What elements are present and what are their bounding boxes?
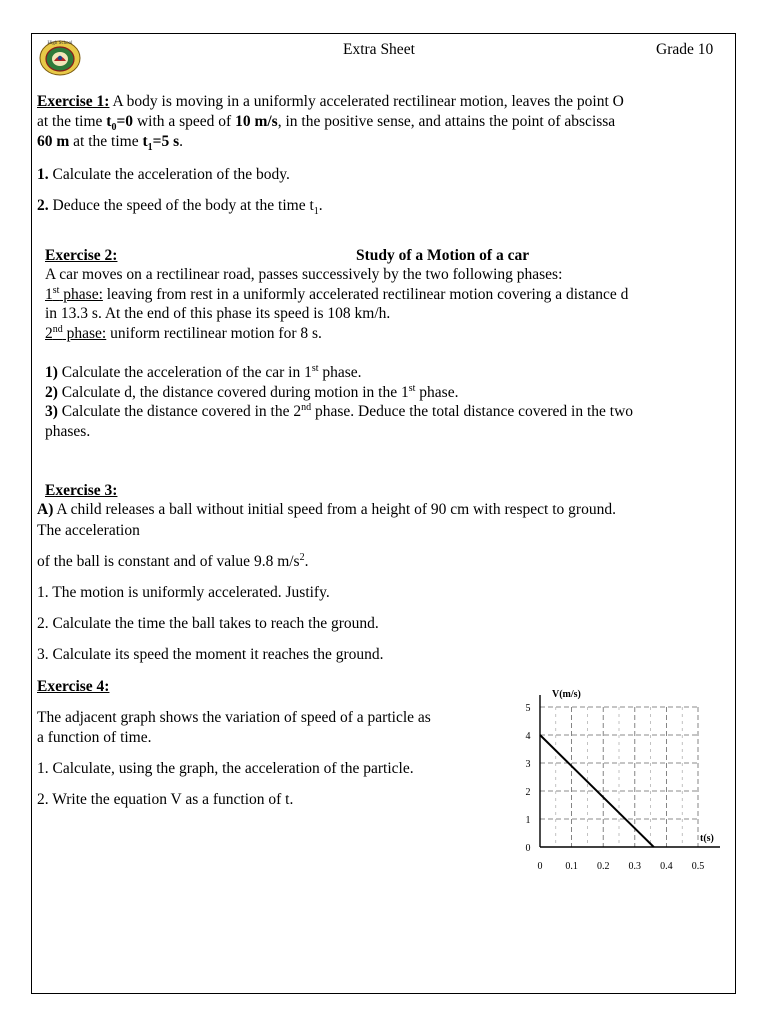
ex2-question-2: 2) Calculate d, the distance covered during motion in the 1st phase. (45, 382, 459, 401)
x-tick-label: 0.3 (628, 861, 642, 872)
header-title: Extra Sheet (343, 41, 415, 58)
ex1-question-1: 1. Calculate the acceleration of the body. (37, 166, 290, 183)
y-tick-label: 4 (525, 731, 531, 742)
y-axis-label: V(m/s) (552, 689, 581, 700)
ex4-title: Exercise 4: (37, 678, 110, 695)
ex4-line2: a function of time. (37, 729, 152, 746)
y-tick-label: 2 (525, 787, 531, 798)
y-tick-label: 3 (525, 759, 531, 770)
ex3-part-a-line3: of the ball is constant and of value 9.8 $m/s^2$. (37, 551, 309, 570)
ex2-line3: in 13.3 s. At the end of this phase its speed is 108 km/h. (45, 305, 391, 322)
ex2-title: Exercise 2: (45, 247, 118, 264)
ex2-line1: A car moves on a rectilinear road, passes successively by the two following phases: (45, 266, 563, 283)
x-tick-label: 0.5 (691, 861, 705, 872)
ex1-line2: at the time $t_0=0$ with a speed of 10 m/s, in the positive sense, and attains the point of abscissa (37, 113, 616, 134)
y-tick-label: 0 (525, 843, 531, 854)
ex2-question-3-cont: phases. (45, 423, 91, 440)
logo-text: High School (47, 41, 73, 46)
ex2-question-1: 1) Calculate the acceleration of the car in 1st phase. (45, 362, 362, 381)
school-logo (37, 36, 83, 76)
ex1-title: Exercise 1: (37, 93, 110, 110)
ex3-part-a-line2: The acceleration (37, 522, 140, 539)
ex3-question-1: 1. The motion is uniformly accelerated. Justify. (37, 584, 330, 601)
ex2-phase1: 1st phase: leaving from rest in a uniformly accelerated rectilinear motion covering a distance d (45, 284, 629, 303)
ex1-line3: 60 m at the time $t_1=5$ s. (37, 133, 184, 154)
speed-time-graph (518, 682, 732, 876)
ex3-question-2: 2. Calculate the time the ball takes to reach the ground. (37, 615, 379, 632)
ex1-question-2: 2. Deduce the speed of the body at the time $t_1$. (37, 197, 323, 218)
ex1-line1: Exercise 1: A body is moving in a uniformly accelerated rectilinear motion, leaves the point O (37, 93, 624, 110)
ex4-question-1: 1. Calculate, using the graph, the acceleration of the particle. (37, 760, 414, 777)
ex3-title: Exercise 3: (45, 482, 118, 499)
ex4-line1: The adjacent graph shows the variation of speed of a particle as (37, 709, 431, 726)
x-tick-label: 0.2 (596, 861, 610, 872)
x-tick-label: 0.1 (565, 861, 578, 872)
ex3-question-3: 3. Calculate its speed the moment it reaches the ground. (37, 646, 384, 663)
ex2-question-3: 3) Calculate the distance covered in the 2nd phase. Deduce the total distance covered in the two (45, 401, 634, 420)
ex2-heading: Study of a Motion of a car (356, 247, 530, 264)
ex2-phase2: 2nd phase: uniform rectilinear motion for 8 s. (45, 323, 322, 342)
y-tick-label: 1 (525, 815, 531, 826)
x-tick-label: 0 (537, 861, 543, 872)
header-grade: Grade 10 (656, 41, 714, 58)
ex3-part-a: A) A child releases a ball without initial speed from a height of 90 cm with respect to ground. (37, 501, 616, 518)
ex4-question-2: 2. Write the equation V as a function of t. (37, 791, 294, 808)
y-tick-label: 5 (525, 703, 531, 714)
x-tick-label: 0.4 (660, 861, 673, 872)
x-axis-label: t(s) (700, 833, 714, 844)
